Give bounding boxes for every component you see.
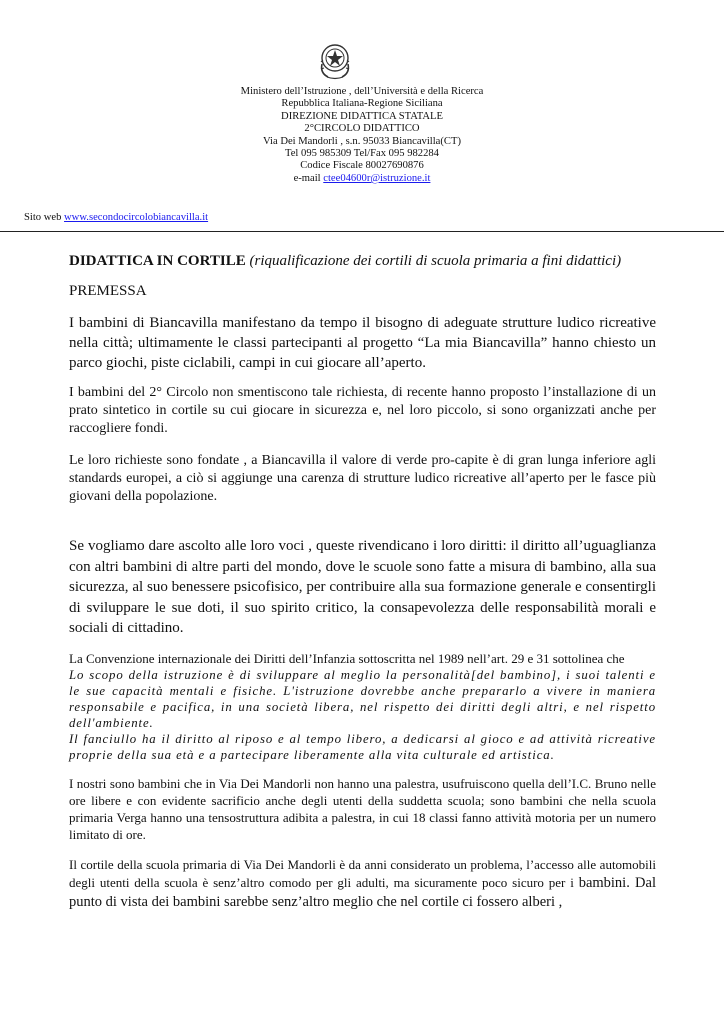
paragraph-6-part-2: bambini. Dal punto di vista dei bambini sarebbe senz’altro meglio che nel cortile ci fossero alberi , (69, 875, 656, 910)
document-body (69, 253, 656, 911)
paragraph-5: I nostri sono bambini che in Via Dei Mandorli non hanno una palestra, usufruiscono quella dell’I.C. Bruno nelle ore libere e con evidente sacrificio anche degli utenti della suddetta scuola; sono bambini che nella scuola primaria Verga hanno una tensostruttura adibita a palestra, in cui 18 classi fanno attività motoria per un numero limitato di ore. (69, 775, 656, 842)
title-bold: DIDATTICA IN CORTILE (69, 253, 246, 269)
letterhead-direction: DIREZIONE DIDATTICA STATALE (281, 110, 443, 122)
paragraph-6 (69, 856, 656, 912)
letterhead (150, 86, 574, 185)
paragraph-2: I bambini del 2° Circolo non smentiscono tale richiesta, di recente hanno proposto l’installazione di un prato sintetico in cortile su cui giocare in sicurezza e, nel loro piccolo, si sono organizzati anche per raccogliere fondi. (69, 385, 656, 436)
letterhead-circle: 2°CIRCOLO DIDATTICO (304, 123, 420, 135)
letterhead-fiscal-code: Codice Fiscale 80027690876 (300, 160, 424, 172)
convention-quote (69, 667, 656, 763)
letterhead-email-line (150, 173, 574, 185)
letterhead-phone: Tel 095 985309 Tel/Fax 095 982284 (285, 148, 439, 160)
italian-republic-emblem-icon (318, 40, 352, 80)
letterhead-ministry: Ministero dell’Istruzione , dell’Università e della Ricerca (240, 86, 484, 97)
paragraph-4: Se vogliamo dare ascolto alle loro voci , queste rivendicano i loro diritti: il diritto all’uguaglianza con altri bambini di altre parti del mondo, dove le scuole sono fatte a misura di bambino, alla sua sicurezza, al suo benessere psicofisico, per contribuire alla sua formazione generale e consentirgli di sviluppare le sue doti, il suo spirito critico, la consapevolezza delle responsabilità morali e sociali di cittadino. (69, 538, 656, 637)
convention-intro: La Convenzione internazionale dei Diritti dell’Infanzia sottoscritta nel 1989 nell’art. 29 e 31 sottolinea che (69, 650, 625, 666)
quote-article-29: Lo scopo della istruzione è di sviluppare al meglio la personalità[del bambino], i suoi talenti e le sue capacità mentali e fisiche. L'istruzione dovrebbe anche prepararlo a vivere in maniera responsabile e pacifica, in una società libera, nel rispetto dei diritti degli altri, e nel rispetto dell'ambiente. (69, 667, 656, 730)
letterhead-region: Repubblica Italiana-Regione Siciliana (281, 98, 443, 110)
paragraph-1: I bambini di Biancavilla manifestano da tempo il bisogno di adeguate strutture ludico ricreative nella città; ultimamente le classi partecipanti al progetto “La mia Biancavilla” hanno chiesto un parco giochi, piste ciclabili, campi in cui giocare all’aperto. (69, 315, 656, 371)
letterhead-address: Via Dei Mandorli , s.n. 95033 Biancavilla(CT) (263, 135, 461, 147)
paragraph-3: Le loro richieste sono fondate , a Biancavilla il valore di verde pro-capite è di gran lunga inferiore agli standards europei, a ciò si aggiunge una carenza di strutture ludico ricreative all’aperto per le fasce più giovani della popolazione. (69, 453, 656, 504)
header-divider (0, 231, 724, 232)
paragraph-6-part-1: Il cortile della scuola primaria di Via Dei Mandorli è da anni considerato un problema, l’accesso alle automobili degli utenti della scuola è senz’altro comodo per gli adulti, ma sicuramente poco sicuro per i (69, 856, 656, 891)
document-title (69, 253, 656, 270)
website-link[interactable]: www.secondocircolobiancavilla.it (64, 212, 209, 223)
section-heading-premessa: PREMESSA (69, 283, 147, 299)
website-label: Sito web (24, 212, 65, 223)
title-subtitle: (riqualificazione dei cortili di scuola primaria a fini didattici) (249, 253, 622, 269)
website-line (24, 212, 208, 223)
quote-article-31: Il fanciullo ha il diritto al riposo e al tempo libero, a dedicarsi al gioco e ad attività ricreative proprie della sua età e a partecipare liberamente alla vita culturale ed artistica. (69, 731, 656, 762)
email-label: e-mail (293, 172, 324, 184)
email-link[interactable]: ctee04600r@istruzione.it (323, 172, 431, 184)
